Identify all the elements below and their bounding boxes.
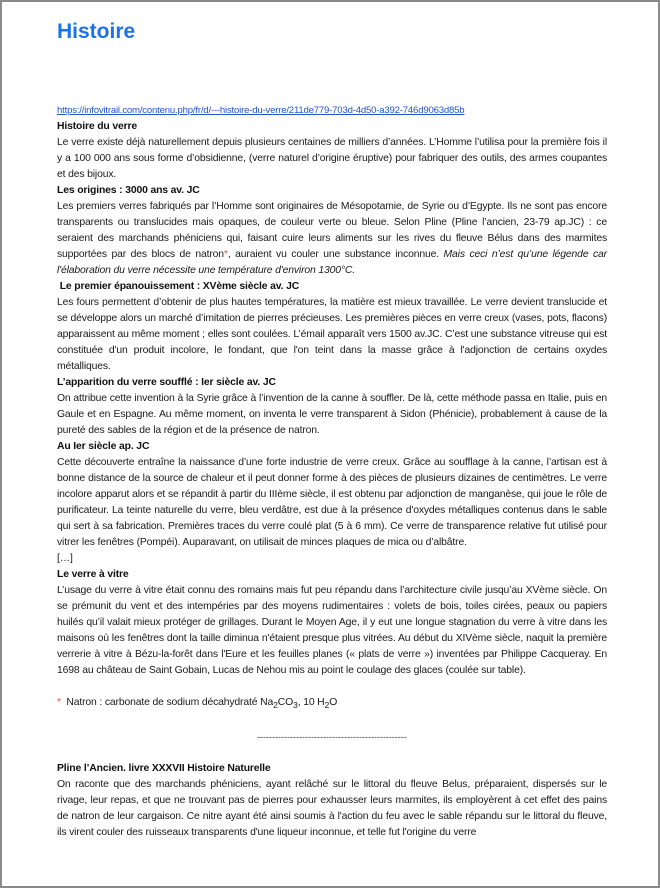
section-heading: Les origines : 3000 ans av. JC <box>57 185 200 196</box>
section-body: On attribue cette invention à la Syrie grâce à l’invention de la canne à souffler. De là, cette méthode passa en Italie, puis en Gaule et en Espagne. Au même moment, on inventa le verre transparent à Sidon (Phénicie), probablement à cause de la pureté des sables de la région et de la présence de natron. <box>57 393 607 436</box>
spacer <box>57 713 607 729</box>
section-origines <box>57 183 607 279</box>
section-heading: L’apparition du verre soufflé : Ier siècle av. JC <box>57 377 276 388</box>
source-link[interactable]: https://infovitrail.com/contenu.php/fr/d/---histoire-du-verre/211de779-703d-4d50-a392-746d9063d85b <box>57 105 465 116</box>
section-heading: Le premier épanouissement : XVème siècle av. JC <box>57 281 300 292</box>
separator-line: -------------------------------------------------- <box>257 732 407 743</box>
section-histoire-du-verre <box>57 119 607 183</box>
section-verre-a-vitre <box>57 567 607 679</box>
section-heading: Histoire du verre <box>57 121 138 132</box>
section-pline-quote <box>57 761 607 841</box>
section-body <box>57 199 607 279</box>
subscript: 2 <box>324 700 330 711</box>
footnote-marker: * <box>223 249 228 260</box>
subscript: 3 <box>293 700 298 711</box>
section-heading: Au Ier siècle ap. JC <box>57 441 150 452</box>
footnote-text: , 10 H <box>297 697 325 708</box>
section-heading: Le verre à vitre <box>57 569 129 580</box>
section-body: Les fours permettent d’obtenir de plus hautes températures, la matière est mieux travaillée. Le verre devient translucide et se développe alors un marché d’imitation de pierres précieuses. Les premières pièces en verre creux (vases, pots, flacons) apparaissent au même moment ; elles sont coulées. L’émail apparaît vers 1500 av.JC. C’est une substance vitreuse qui est constituée d'un produit incolore, le fondant, que l'on teint dans la masse grâce à l'adjonction de certains oxydes métalliques. <box>57 297 607 372</box>
section-body: L’usage du verre à vitre était connu des romains mais fut peu répandu dans l’architecture civile jusqu’au XVème siècle. On se prémunit du vent et des intempéries par des moyens rudimentaires : volets de bois, toiles cirées, peaux ou papiers huilés qu’il valait mieux protéger de grillages. Durant le Moyen Age, il y eut une longue stagnation du verre à vitre dans les maisons où les fenêtres dont la taille diminua n'étaient presque plus vitrées. Au début du XIVème siècle, naquit la première verrerie à vitre à Bézu-la-forêt dans l'Eure et les feuilles planes (« plats de verre ») inventées par Philippe Cacqueray. En 1698 au château de Saint Gobain, Lucas de Nehou mis au point le coulage des glaces (coulée sur table). <box>57 585 607 676</box>
section-body: Le verre existe déjà naturellement depuis plusieurs centaines de milliers d’années. L’Homme l’utilisa pour la première fois il y a 100 000 ans sous forme d’obsidienne, (verre naturel d’origine éruptive) pour fabriquer des outils, des armes coupantes et des bijoux. <box>57 137 607 180</box>
footnote-marker: * <box>57 697 61 708</box>
spacer <box>57 679 607 695</box>
spacer <box>57 745 607 761</box>
section-ier-siecle <box>57 439 607 567</box>
section-verre-souffle <box>57 375 607 439</box>
subscript: 2 <box>273 700 278 711</box>
page-title: Histoire <box>57 20 136 43</box>
section-body: Cette découverte entraîne la naissance d’une forte industrie de verre creux. Grâce au soufflage à la canne, l’artisan est à bonne distance de la source de chaleur et il peut donner forme à des pièces de plusieurs dizaines de centimètres. Le verre incolore apparut alors et se répandit à partir du IIIème siècle, il est obtenu par adjonction de manganèse, qui joue le rôle de purificateur. La teinte naturelle du verre, bleu verdâtre, est due à la présence d'oxydes métalliques contenus dans le sable qui sert à sa fabrication. Premières traces du verre coulé plat (5 à 6 mm). Ce verre de transparence relative fut utilisé pour vitrer les fenêtres (Pompéi). Auparavant, on utilisait de minces plaques de mica ou d’albâtre. <box>57 457 607 548</box>
section-premier-epanouissement <box>57 279 607 375</box>
document-body <box>57 103 607 841</box>
footnote-text: Natron : carbonate de sodium décahydraté Na <box>66 697 274 708</box>
italic-note: Mais ceci n’est qu’une légende car l'élaboration du verre nécessite une température d'environ 1300°C. <box>57 249 607 276</box>
footnote-text: O <box>329 697 338 708</box>
footnote-text: CO <box>277 697 294 708</box>
body-text: , auraient vu couler une substance inconnue. <box>227 249 444 260</box>
footnote <box>57 695 607 713</box>
body-text: Les premiers verres fabriqués par l’Homme sont originaires de Mésopotamie, de Syrie ou d’Egypte. Ils ne sont pas encore transparents ou translucides mais opaques, de couleur verte ou bleue. Selon Pline (Pline l’ancien, 23-79 ap.JC) : ce seraient des marchands phéniciens qui, faisant cuire leurs aliments sur les rives du fleuve Bélus dans des marmites supportées par des blocs de natron <box>57 201 607 260</box>
ellipsis: […] <box>57 553 73 564</box>
quote-heading: Pline l’Ancien. livre XXXVII Histoire Naturelle <box>57 763 271 775</box>
quote-body: On raconte que des marchands phéniciens, ayant relâché sur le littoral du fleuve Belus, préparaient, dispersés sur le rivage, leur repas, et que ne trouvant pas de pierres pour exhausser leurs marmites, ils employèrent à cet effet des pains de natron de leur cargaison. Ce nitre ayant été ainsi soumis à l'action du feu avec le sable répandu sur le littoral du fleuve, ils virent couler des ruisseaux transparents d'une liqueur inconnue, et telle fut l'origine du verre <box>57 779 607 839</box>
